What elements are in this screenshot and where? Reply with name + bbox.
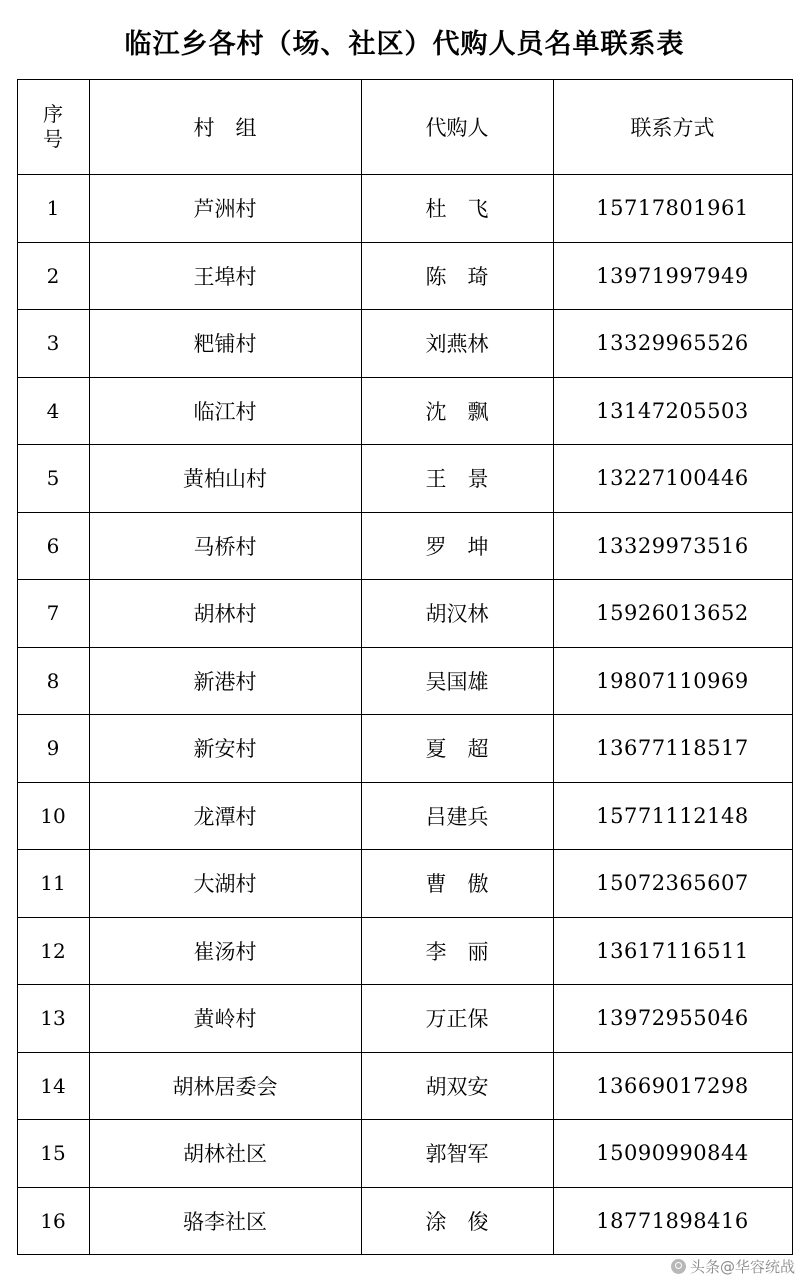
table-row — [17, 985, 792, 1053]
cell-person: 杜 飞 — [361, 175, 553, 243]
cell-person: 胡汉林 — [361, 580, 553, 648]
cell-person: 陈 琦 — [361, 242, 553, 310]
cell-phone: 13617116511 — [553, 917, 792, 985]
page-title: 临江乡各村（场、社区）代购人员名单联系表 — [124, 29, 685, 60]
cell-person: 罗 坤 — [361, 512, 553, 580]
cell-village: 胡林居委会 — [89, 1052, 361, 1120]
column-header-village: 村 组 — [89, 80, 361, 175]
cell-index: 6 — [17, 512, 89, 580]
cell-phone: 13971997949 — [553, 242, 792, 310]
table-row — [17, 850, 792, 918]
cell-village: 新港村 — [89, 647, 361, 715]
cell-person: 吕建兵 — [361, 782, 553, 850]
cell-index: 3 — [17, 310, 89, 378]
table-row — [17, 580, 792, 648]
cell-village: 黄岭村 — [89, 985, 361, 1053]
cell-phone: 13329973516 — [553, 512, 792, 580]
table-row — [17, 715, 792, 783]
cell-phone: 13669017298 — [553, 1052, 792, 1120]
cell-phone: 15926013652 — [553, 580, 792, 648]
cell-phone: 13227100446 — [553, 445, 792, 513]
cell-person: 涂 俊 — [361, 1187, 553, 1255]
cell-index: 1 — [17, 175, 89, 243]
cell-index: 7 — [17, 580, 89, 648]
cell-index: 11 — [17, 850, 89, 918]
cell-index: 2 — [17, 242, 89, 310]
table-row — [17, 1120, 792, 1188]
table-row — [17, 917, 792, 985]
contact-table — [17, 79, 793, 1255]
cell-village: 大湖村 — [89, 850, 361, 918]
table-header-row — [17, 80, 792, 175]
table-row — [17, 782, 792, 850]
cell-village: 芦洲村 — [89, 175, 361, 243]
cell-phone: 18771898416 — [553, 1187, 792, 1255]
cell-village: 胡林社区 — [89, 1120, 361, 1188]
cell-phone: 13329965526 — [553, 310, 792, 378]
cell-index: 5 — [17, 445, 89, 513]
cell-village: 崔汤村 — [89, 917, 361, 985]
cell-index: 14 — [17, 1052, 89, 1120]
cell-index: 16 — [17, 1187, 89, 1255]
cell-index: 12 — [17, 917, 89, 985]
cell-person: 刘燕林 — [361, 310, 553, 378]
cell-phone: 15717801961 — [553, 175, 792, 243]
cell-village: 骆李社区 — [89, 1187, 361, 1255]
cell-person: 王 景 — [361, 445, 553, 513]
column-header-person: 代购人 — [361, 80, 553, 175]
cell-village: 龙潭村 — [89, 782, 361, 850]
cell-village: 胡林村 — [89, 580, 361, 648]
table-row — [17, 242, 792, 310]
cell-village: 王埠村 — [89, 242, 361, 310]
cell-phone: 15771112148 — [553, 782, 792, 850]
cell-index: 10 — [17, 782, 89, 850]
cell-village: 黄柏山村 — [89, 445, 361, 513]
cell-phone: 13677118517 — [553, 715, 792, 783]
table-header — [17, 80, 792, 175]
cell-person: 夏 超 — [361, 715, 553, 783]
cell-village: 临江村 — [89, 377, 361, 445]
cell-person: 万正保 — [361, 985, 553, 1053]
cell-person: 吴国雄 — [361, 647, 553, 715]
cell-index: 8 — [17, 647, 89, 715]
cell-village: 新安村 — [89, 715, 361, 783]
table-row — [17, 1052, 792, 1120]
cell-person: 郭智军 — [361, 1120, 553, 1188]
cell-village: 粑铺村 — [89, 310, 361, 378]
table-body — [17, 175, 792, 1255]
cell-phone: 15072365607 — [553, 850, 792, 918]
watermark-text: 头条@华容统战 — [689, 1258, 795, 1276]
cell-index: 4 — [17, 377, 89, 445]
table-row — [17, 310, 792, 378]
table-row — [17, 647, 792, 715]
cell-phone: 13972955046 — [553, 985, 792, 1053]
table-row — [17, 377, 792, 445]
cell-person: 曹 傲 — [361, 850, 553, 918]
watermark — [671, 1256, 795, 1277]
cell-village: 马桥村 — [89, 512, 361, 580]
column-header-index: 序 号 — [17, 80, 89, 175]
column-header-phone: 联系方式 — [553, 80, 792, 175]
table-row — [17, 175, 792, 243]
table-row — [17, 1187, 792, 1255]
cell-index: 9 — [17, 715, 89, 783]
table-row — [17, 512, 792, 580]
cell-index: 15 — [17, 1120, 89, 1188]
cell-person: 沈 飘 — [361, 377, 553, 445]
cell-phone: 15090990844 — [553, 1120, 792, 1188]
cell-person: 胡双安 — [361, 1052, 553, 1120]
cell-person: 李 丽 — [361, 917, 553, 985]
watermark-logo-icon — [671, 1259, 686, 1274]
cell-index: 13 — [17, 985, 89, 1053]
cell-phone: 19807110969 — [553, 647, 792, 715]
cell-phone: 13147205503 — [553, 377, 792, 445]
table-row — [17, 445, 792, 513]
